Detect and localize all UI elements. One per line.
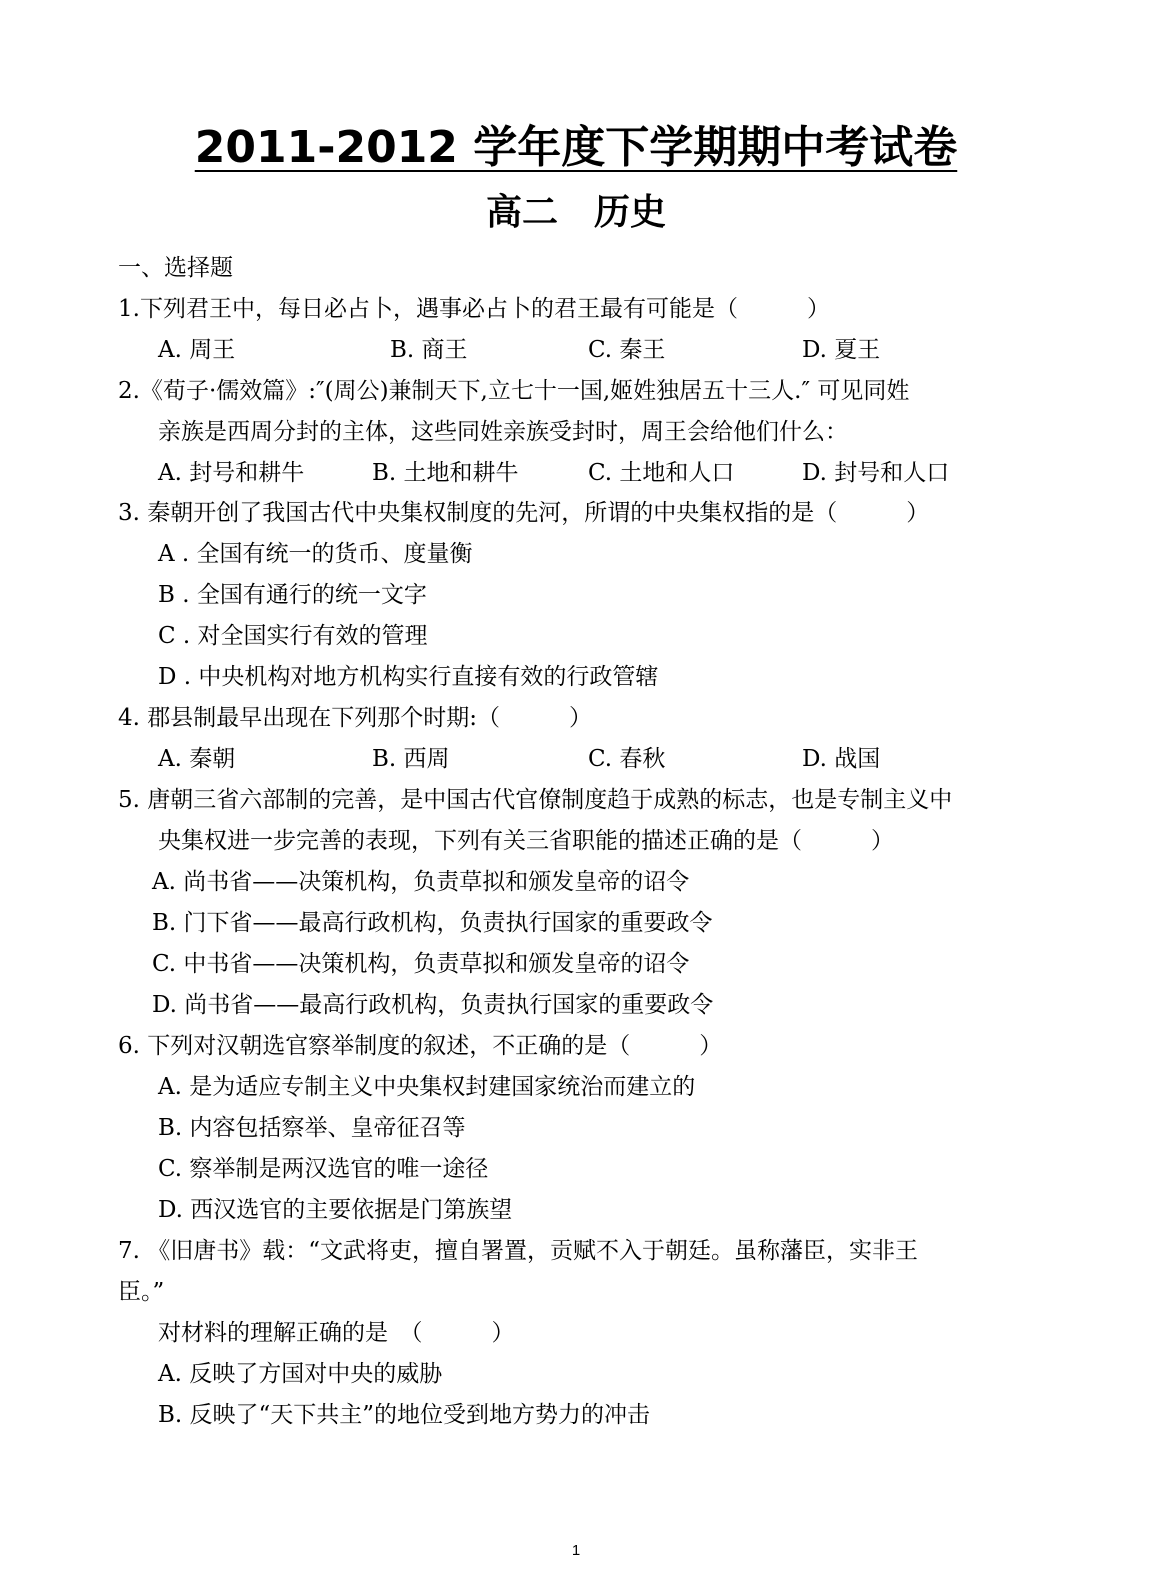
page-number: 1 — [571, 1542, 581, 1559]
question-4-option-d: D. 战国 — [802, 746, 881, 772]
question-2-option-d: D. 封号和人口 — [802, 460, 950, 486]
question-3-stem: 3. 秦朝开创了我国古代中央集权制度的先河，所谓的中央集权指的是（ ） — [118, 500, 930, 526]
question-4-option-c: C. 春秋 — [588, 746, 666, 772]
question-7-stem-line-2: 臣。” — [118, 1279, 165, 1305]
question-6-option-a: A. 是为适应专制主义中央集权封建国家统治而建立的 — [158, 1074, 696, 1100]
question-2-option-b: B. 土地和耕牛 — [372, 460, 519, 486]
question-7-stem-line-3: 对材料的理解正确的是 （ ） — [158, 1320, 515, 1346]
question-6-option-c: C. 察举制是两汉选官的唯一途径 — [158, 1156, 489, 1182]
question-3-option-a: A . 全国有统一的货币、度量衡 — [158, 541, 473, 567]
question-5-option-d: D. 尚书省——最高行政机构，负责执行国家的重要政令 — [152, 992, 714, 1018]
question-2-stem-line-1: 2.《荀子·儒效篇》:″(周公)兼制天下,立七十一国,姬姓独居五十三人.″ 可见同姓 — [118, 378, 910, 404]
question-1-option-c: C. 秦王 — [588, 337, 666, 363]
question-5-stem-line-2: 央集权进一步完善的表现，下列有关三省职能的描述正确的是（ ） — [158, 828, 894, 854]
question-2-option-a: A. 封号和耕牛 — [158, 460, 305, 486]
question-7-stem-line-1: 7. 《旧唐书》载：“文武将吏，擅自署置，贡赋不入于朝廷。虽称藩臣，实非王 — [118, 1238, 919, 1264]
question-5-option-c: C. 中书省——决策机构，负责草拟和颁发皇帝的诏令 — [152, 951, 690, 977]
question-7-option-a: A. 反映了方国对中央的威胁 — [158, 1361, 443, 1387]
page-subtitle: 高二 历史 — [485, 192, 666, 233]
section-heading: 一、选择题 — [118, 255, 233, 281]
question-4-option-b: B. 西周 — [372, 746, 450, 772]
question-5-option-b: B. 门下省——最高行政机构，负责执行国家的重要政令 — [152, 910, 713, 936]
question-2-stem-line-2: 亲族是西周分封的主体，这些同姓亲族受封时，周王会给他们什么： — [158, 419, 848, 445]
question-6-stem: 6. 下列对汉朝选官察举制度的叙述，不正确的是（ ） — [118, 1033, 723, 1059]
question-4-stem: 4. 郡县制最早出现在下列那个时期:（ ） — [118, 705, 593, 731]
question-6-option-b: B. 内容包括察举、皇帝征召等 — [158, 1115, 466, 1141]
question-4-option-a: A. 秦朝 — [158, 746, 236, 772]
question-7-option-b: B. 反映了“天下共主”的地位受到地方势力的冲击 — [158, 1402, 651, 1428]
question-3-option-b: B . 全国有通行的统一文字 — [158, 582, 427, 608]
question-1-option-d: D. 夏王 — [802, 337, 881, 363]
question-5-option-a: A. 尚书省——决策机构，负责草拟和颁发皇帝的诏令 — [152, 869, 690, 895]
question-1-option-b: B. 商王 — [390, 337, 468, 363]
question-2-option-c: C. 土地和人口 — [588, 460, 735, 486]
page-title-text: 2011-2012 学年度下学期期中考试卷 — [194, 122, 958, 173]
question-1-stem: 1.下列君王中，每日必占卜，遇事必占卜的君王最有可能是（ ） — [118, 296, 830, 322]
question-3-option-c: C . 对全国实行有效的管理 — [158, 623, 428, 649]
question-5-stem-line-1: 5. 唐朝三省六部制的完善，是中国古代官僚制度趋于成熟的标志，也是专制主义中 — [118, 787, 953, 813]
page-title — [0, 118, 1152, 178]
question-3-option-d: D . 中央机构对地方机构实行直接有效的行政管辖 — [158, 664, 659, 690]
question-1-option-a: A. 周王 — [158, 337, 236, 363]
question-6-option-d: D. 西汉选官的主要依据是门第族望 — [158, 1197, 513, 1223]
